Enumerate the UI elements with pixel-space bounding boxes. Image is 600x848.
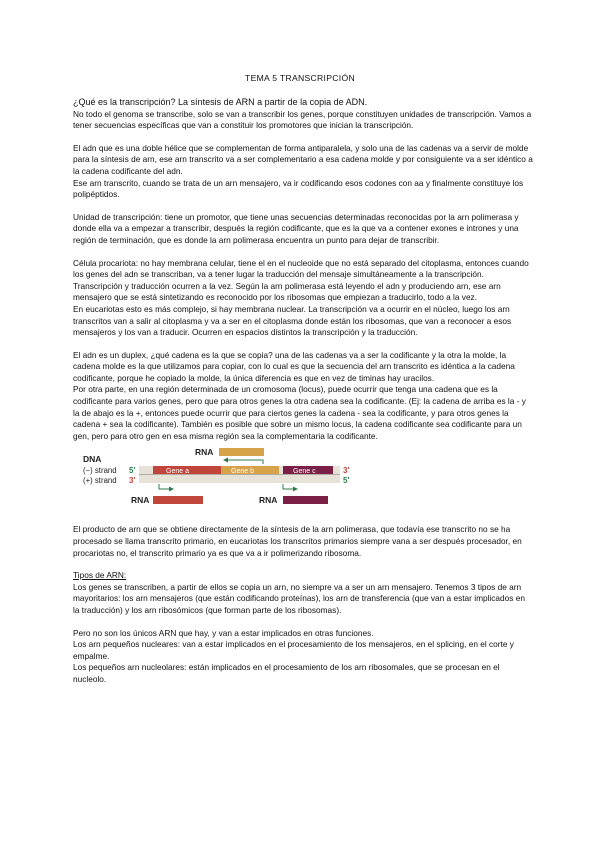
paragraph-transcription-unit: Unidad de transcripción: tiene un promotor, que tiene unas secuencias determinadas reconocidas por la arn polimerasa y donde ella va a empezar a transcribir, después la región codificante, que es la que va a contener exones e intrones y una región de terminación, que es donde la arn polimerasa encuentra un punto para dejar de transcribir. — [73, 211, 519, 245]
gene-strand-diagram — [73, 444, 533, 516]
paragraph-duplex: El adn es un duplex, ¿qué cadena es la que se copia? una de las cadenas va a ser la codificante y la otra la molde, la cadena molde es la que utilizamos para copiar, con lo cual es que la secuencia del arn transcrito es idéntica a la cadena codificante, porque he copiado la molde, la única diferencia es que en vez de timinas hay uracilos. — [73, 349, 515, 383]
paragraph-small-nuclear: Los arn pequeños nucleares: van a estar implicados en el procesamiento de los mensajeros, en el splicing, en el corte y empalme. — [73, 639, 514, 661]
promoter-arrow-gene-b — [225, 460, 263, 464]
five-prime-left: 5′ — [129, 466, 136, 476]
rna-bar-gene-b — [219, 448, 264, 456]
three-prime-left: 3′ — [129, 476, 136, 486]
rna-bar-gene-a — [153, 496, 203, 504]
promoter-arrowhead-gene-c — [293, 487, 298, 492]
gene-c-label: Gene c — [293, 468, 316, 476]
paragraph-primary-transcript: El producto de arn que se obtiene directamente de la síntesis de la arn polimerasa, que todavía ese transcrito no se ha procesado se llama transcrito primario, en eucariotas los transcritos primarios siempre vana a ser después procesador, en procariotas no, el transcrito primario ya es que va a ir polimerizando ribosoma. — [73, 524, 522, 558]
rna-bottom-left-label: RNA — [131, 495, 150, 506]
paragraph-helix: El adn que es una doble hélice que se complementan de forma antiparalela, y solo una de las cadenas va a servir de molde para la síntesis de arn, ese arn transcrito va a ser complementario a esa cadena molde y por consiguiente va a ser idéntico a la cadena codificante del adn. — [73, 142, 533, 176]
rna-bar-gene-c — [283, 496, 328, 504]
five-prime-right: 5′ — [343, 476, 350, 486]
paragraph-prokaryote: Célula procariota: no hay membrana celular, tiene el en el nucleoide que no está separado del citoplasma, entonces cuando los genes del adn se transcriban, va a tener lugar la traducción del mensaje simultáneamente a la transcripción. Transcripción y traducción ocurren a la vez. Según la arn polimerasa está leyendo el adn y produciendo arn, ese arn mensajero que se está sintetizando es reconocido por los ribosomas que empiezan a traducirlo, todo a la vez. — [73, 257, 529, 303]
minus-strand-label: (−) strand — [83, 466, 117, 476]
paragraph-small-nucleolar: Los pequeños arn nucleolares: están implicados en el procesamiento de los arn ribosomales, que se procesan en el nucleolo. — [73, 662, 500, 684]
rna-top-label: RNA — [195, 447, 214, 458]
intro-question: ¿Qué es la transcripción? La síntesis de ARN a partir de la copia de ADN. — [73, 97, 368, 107]
types-heading: Tipos de ARN: — [73, 570, 127, 581]
intro-paragraph: No todo el genoma se transcribe, solo se van a transcribir los genes, porque constituyen unidades de transcripción. Vamos a tener secuencias específicas que van a constituir los promotores que inician la transcripción. — [73, 108, 532, 131]
three-prime-right: 3′ — [343, 466, 350, 476]
plus-strand-label: (+) strand — [83, 476, 117, 486]
paragraph-other-rnas: Pero no son los únicos ARN que hay, y van a estar implicados en otras funciones. — [73, 627, 374, 638]
paragraph-locus: Por otra parte, en una región determinada de un cromosoma (locus), puede ocurrir que tenga una cadena que es la codificante para varios genes, pero que para otros genes la otra cadena sea la codificante. (Ej: la cadena de arriba es la - y la de abajo es la +, entonces puede ocurrir que para ciertos genes la cadena - sea la codificante, y para otros genes la cadena + sea la codificante). También es posible que sobre un mismo locus, la cadena codificante sea codificante para un gen, pero para otro gen en esa misma región sea la complementaria la codificante. — [73, 384, 526, 441]
paragraph-helix-2: Ese arn transcrito, cuando se trata de un arn mensajero, va ir codificando esos codones con aa y finalmente constituye los polipéptidos. — [73, 177, 524, 200]
promoter-arrowhead-gene-a — [169, 487, 174, 492]
document-body — [73, 97, 533, 686]
gene-b-label: Gene b — [231, 468, 254, 476]
document-title: TEMA 5 TRANSCRIPCIÓN — [245, 73, 355, 83]
gene-strand-figure — [73, 444, 533, 516]
promoter-arrowhead-gene-b — [223, 458, 228, 463]
dna-label: DNA — [83, 454, 102, 465]
gene-a-label: Gene a — [166, 468, 189, 476]
paragraph-eukaryote: En eucariotas esto es más complejo, si hay membrana nuclear. La transcripción va a ocurrir en el núcleo, luego los arn transcritos van a salir al citoplasma y va a ser en el citoplasma donde están los ribosomas, que van a reconocer a esos mensajeros y los van a traducir. Ocurren en espacios distintos la transcripción y la traducción. — [73, 303, 512, 338]
paragraph-rna-types: Los genes se transcriben, a partir de ellos se copia un arn, no siempre va a ser un arn mensajero. Tenemos 3 tipos de arn mayoritarios: los arn mensajeros (que están codificando proteínas), los arn de transferencia (que van a estar implicados en la traducción) y los arn ribosómicos (que forman parte de los ribosomas). — [73, 581, 525, 615]
rna-bottom-right-label: RNA — [259, 495, 278, 506]
